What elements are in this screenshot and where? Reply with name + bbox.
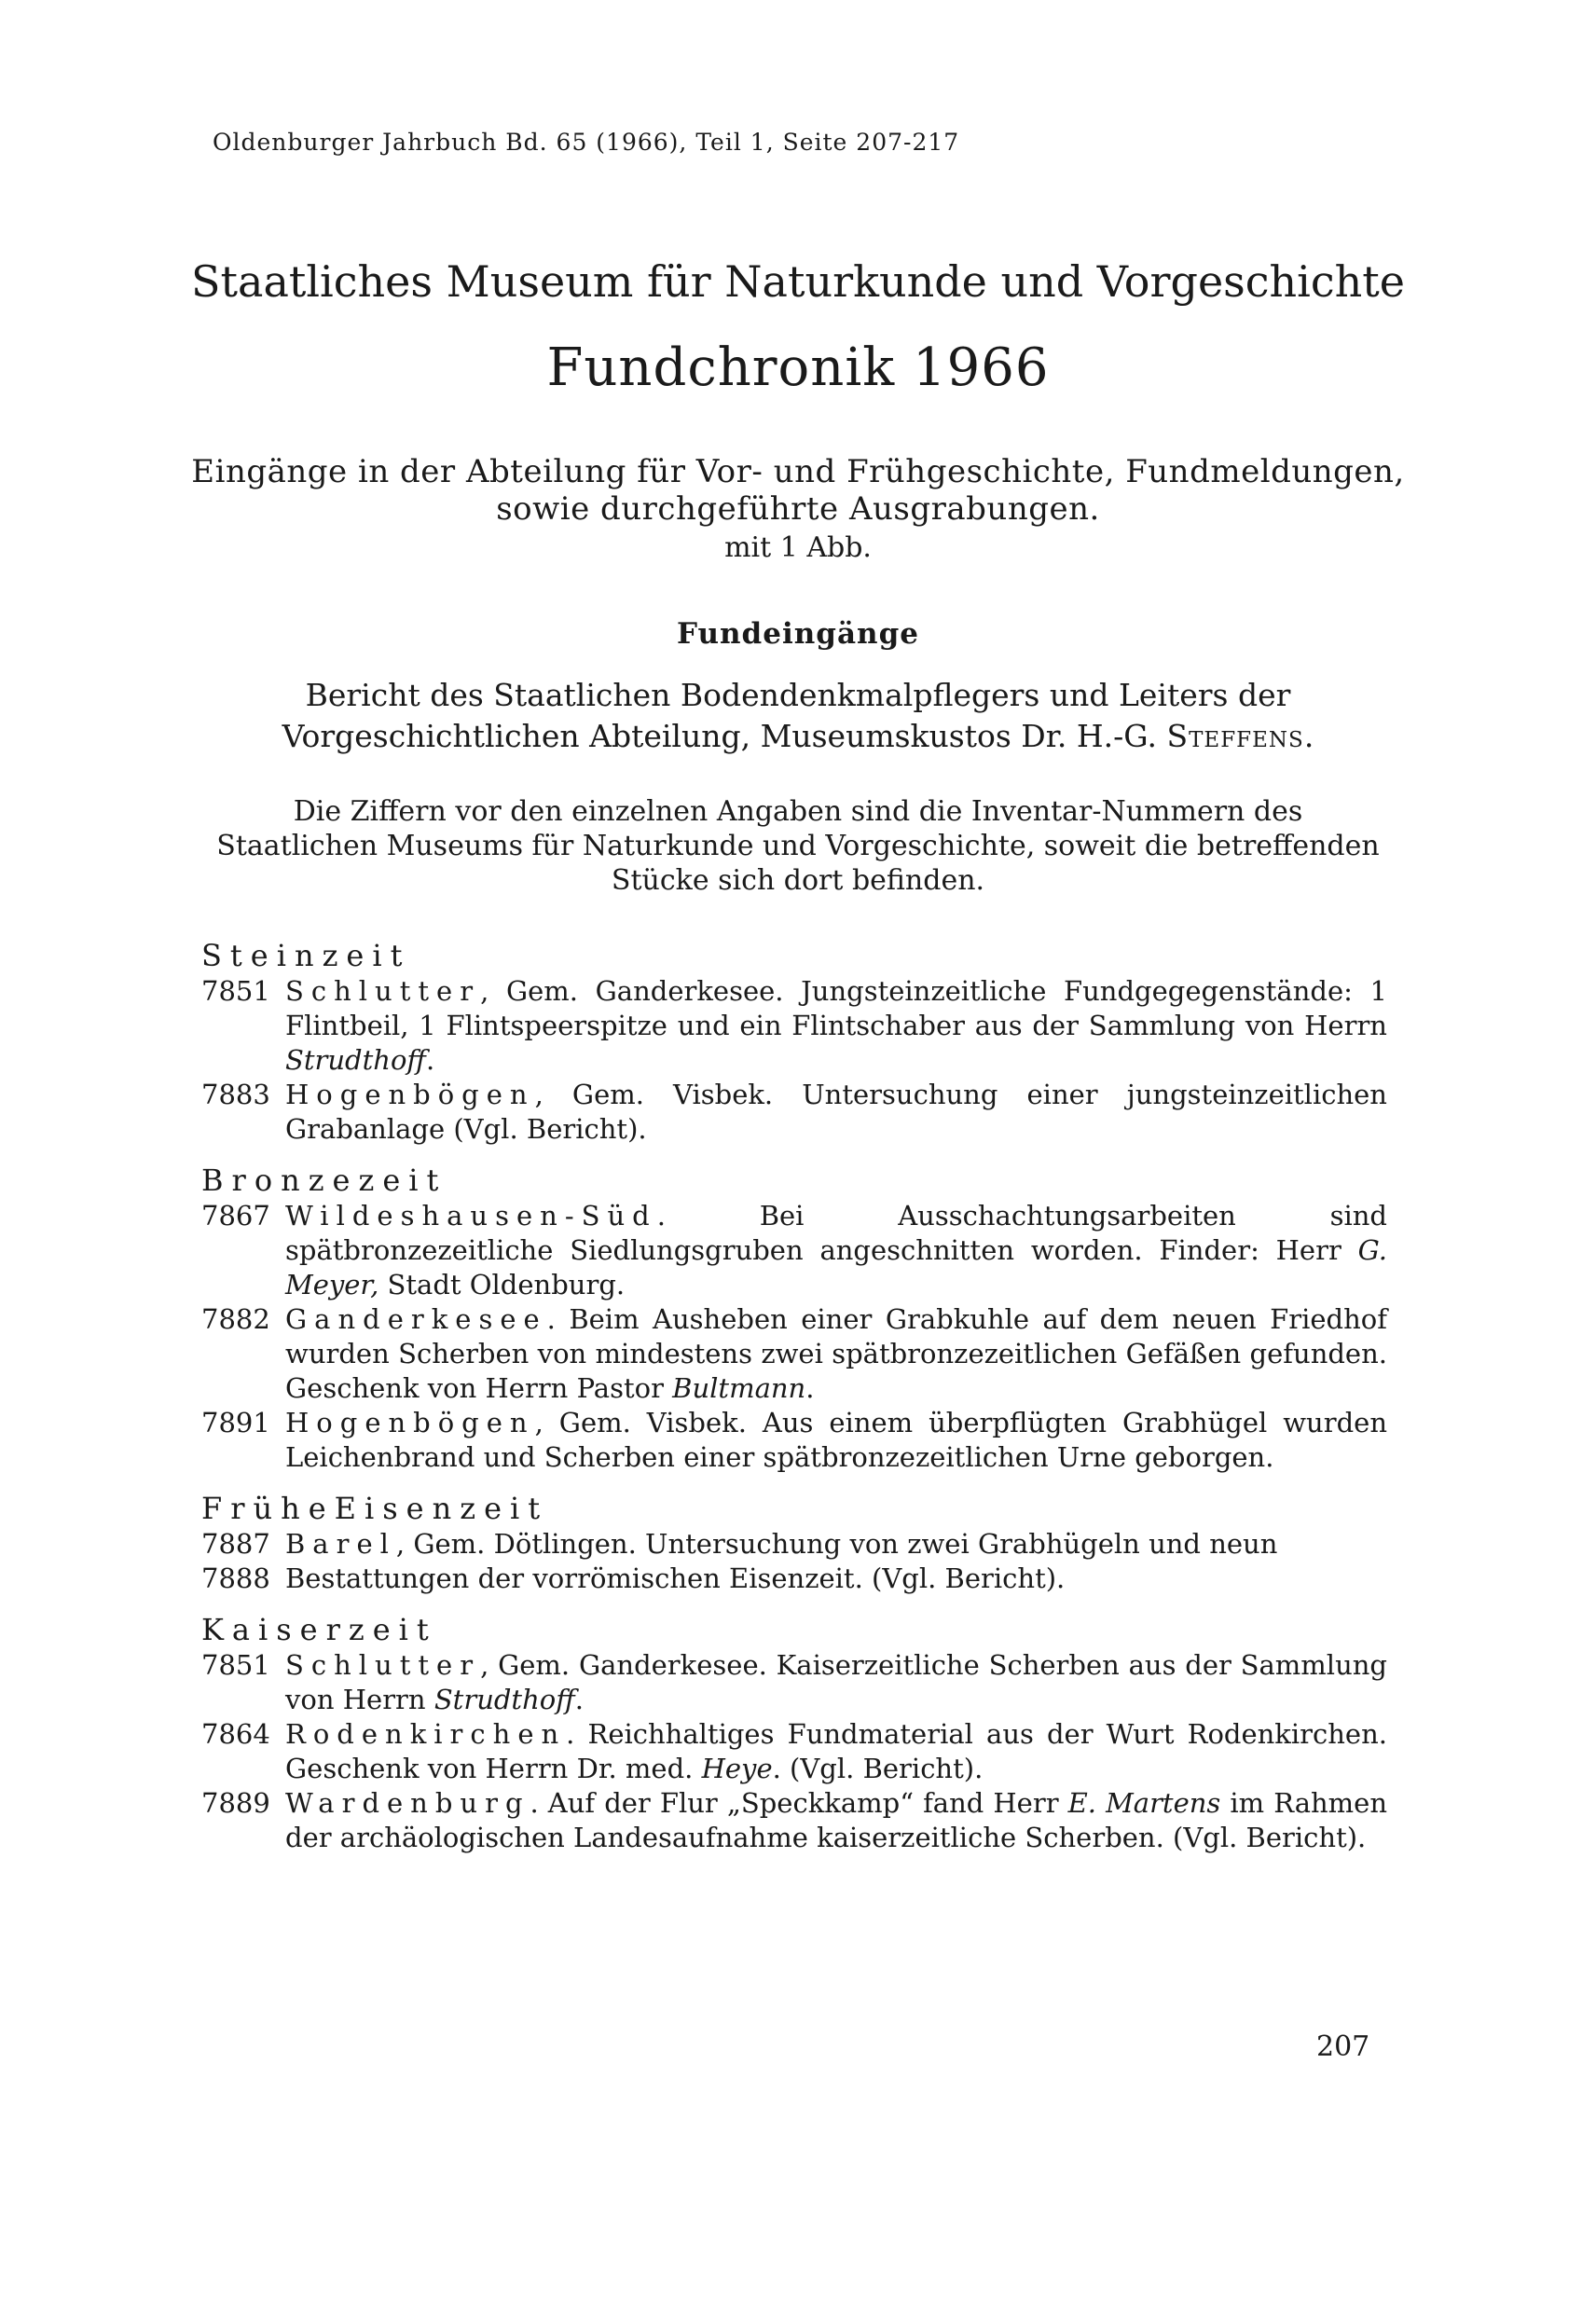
period-section xyxy=(201,937,1387,1147)
entry-suffix: . xyxy=(425,1044,435,1076)
person-name: Heye xyxy=(701,1753,773,1784)
document-title: Fundchronik 1966 xyxy=(546,337,1050,398)
running-head: Oldenburger Jahrbuch Bd. 65 (1966), Teil 1, Seite 207-217 xyxy=(213,129,960,156)
entry-description: , Gem. Visbek. Aus einem überpflügten Grabhügel wurden Leichenbrand und Scherben einer spätbronzezeitlichen Urne geborgen. xyxy=(285,1407,1387,1473)
entry-text xyxy=(285,1648,1387,1717)
period-heading: Steinzeit xyxy=(201,938,411,973)
report-end: . xyxy=(1303,718,1314,754)
entry-description: . Auf der Flur „Speckkamp“ fand Herr xyxy=(530,1787,1068,1819)
find-entry xyxy=(201,1302,1387,1406)
entry-text xyxy=(285,1562,1387,1596)
person-name: Strudthoff xyxy=(285,1044,426,1076)
entry-suffix: im Rahmen der archäologischen Landesaufnahme kaiserzeitliche Scherben. (Vgl. Bericht). xyxy=(285,1787,1388,1853)
report-text: Bericht des Staatlichen Bodendenkmalpflegers und Leiters der Vorgeschichtlichen Abteilung, Museumskustos Dr. H.-G. xyxy=(282,677,1291,754)
page-number: 207 xyxy=(1316,2030,1370,2063)
period-section xyxy=(201,1611,1387,1855)
period-heading: Bronzezeit xyxy=(201,1163,447,1198)
entry-text xyxy=(285,1527,1387,1562)
entry-suffix: Stadt Oldenburg. xyxy=(378,1269,626,1300)
entry-description: Bestattungen der vorrömischen Eisenzeit. (Vgl. Bericht). xyxy=(285,1562,1066,1594)
find-place: Hogenbögen xyxy=(285,1407,535,1438)
find-entry xyxy=(201,1648,1387,1717)
find-place: Hogenbögen xyxy=(285,1079,535,1110)
find-place: Rodenkirchen xyxy=(285,1718,567,1750)
find-entry xyxy=(201,1199,1387,1302)
intro-paragraph: Die Ziffern vor den einzelnen Angaben sind die Inventar-Nummern des Staatlichen Museums für Naturkunde und Vorgeschichte, soweit die betreffenden Stücke sich dort befinden. xyxy=(216,795,1380,897)
inventory-number: 7883 xyxy=(201,1079,270,1110)
person-name: Bultmann xyxy=(672,1372,806,1404)
entry-suffix: . xyxy=(805,1372,815,1404)
inventory-number: 7887 xyxy=(201,1528,270,1560)
entry-description: , Gem. Ganderkesee. Jungsteinzeitliche Fundgegegenstände: 1 Flintbeil, 1 Flintspeerspitze und ein Flintschaber aus der Sammlung von Herrn xyxy=(285,975,1387,1041)
find-place: Ganderkesee xyxy=(285,1303,547,1335)
inventory-number: 7891 xyxy=(201,1407,270,1438)
entry-text xyxy=(285,974,1387,1078)
find-place: Schlutter xyxy=(285,1649,481,1681)
entry-description: . Beim Ausheben einer Grabkuhle auf dem neuen Friedhof wurden Scherben von mindestens zwei spätbronzezeitlichen Gefäßen gefunden. Geschenk von Herrn Pastor xyxy=(285,1303,1387,1404)
entry-text xyxy=(285,1199,1387,1302)
find-sections xyxy=(201,937,1387,1870)
entry-description: , Gem. Ganderkesee. Kaiserzeitliche Scherben aus der Sammlung von Herrn xyxy=(285,1649,1387,1715)
entry-suffix: . xyxy=(574,1684,584,1715)
inventory-number: 7889 xyxy=(201,1787,270,1819)
figures-note: mit 1 Abb. xyxy=(724,531,872,564)
entry-text xyxy=(285,1406,1387,1475)
subtitle-line-1: Eingänge in der Abteilung für Vor- und Frühgeschichte, Fundmeldungen, xyxy=(191,453,1405,490)
find-entry xyxy=(201,1717,1387,1786)
find-place: Wardenburg xyxy=(285,1787,530,1819)
entry-description: . Reichhaltiges Fundmaterial aus der Wurt Rodenkirchen. Geschenk von Herrn Dr. med. xyxy=(285,1718,1387,1784)
entry-description: , Gem. Visbek. Untersuchung einer jungsteinzeitlichen Grabanlage (Vgl. Bericht). xyxy=(285,1079,1387,1145)
inventory-number: 7882 xyxy=(201,1303,270,1335)
period-section xyxy=(201,1490,1387,1596)
inventory-number: 7864 xyxy=(201,1718,270,1750)
section-heading: Fundeingänge xyxy=(677,617,919,651)
entry-description: . Bei Ausschachtungsarbeiten sind spätbronzezeitliche Siedlungsgruben angeschnitten worden. Finder: Herr xyxy=(285,1200,1387,1266)
entry-text xyxy=(285,1786,1387,1855)
entry-suffix: . (Vgl. Bericht). xyxy=(772,1753,984,1784)
inventory-number: 7867 xyxy=(201,1200,270,1232)
subtitle xyxy=(186,453,1410,528)
person-name: Strudthoff xyxy=(433,1684,575,1715)
find-entry xyxy=(201,1527,1387,1562)
entry-description: , Gem. Dötlingen. Untersuchung von zwei Grabhügeln und neun xyxy=(395,1528,1278,1560)
inventory-number: 7851 xyxy=(201,1649,270,1681)
subtitle-line-2: sowie durchgeführte Ausgrabungen. xyxy=(496,490,1100,528)
find-place: Barel xyxy=(285,1528,396,1560)
report-statement xyxy=(213,675,1383,757)
person-name: E. Martens xyxy=(1067,1787,1221,1819)
period-heading: FrüheEisenzeit xyxy=(201,1491,549,1526)
inventory-number: 7851 xyxy=(201,975,270,1007)
find-entry xyxy=(201,974,1387,1078)
person-name: G. Meyer, xyxy=(285,1234,1387,1300)
find-entry xyxy=(201,1078,1387,1147)
find-place: Schlutter xyxy=(285,975,481,1007)
find-entry xyxy=(201,1786,1387,1855)
entry-text xyxy=(285,1717,1387,1786)
entry-text xyxy=(285,1078,1387,1147)
period-heading: Kaiserzeit xyxy=(201,1612,437,1647)
entry-text xyxy=(285,1302,1387,1406)
report-author: Steffens xyxy=(1166,718,1304,754)
period-section xyxy=(201,1162,1387,1475)
institution-heading: Staatliches Museum für Naturkunde und Vorgeschichte xyxy=(191,256,1405,307)
find-place: Wildeshausen-Süd xyxy=(285,1200,657,1232)
find-entry xyxy=(201,1406,1387,1475)
inventory-number: 7888 xyxy=(201,1562,270,1594)
find-entry xyxy=(201,1562,1387,1596)
